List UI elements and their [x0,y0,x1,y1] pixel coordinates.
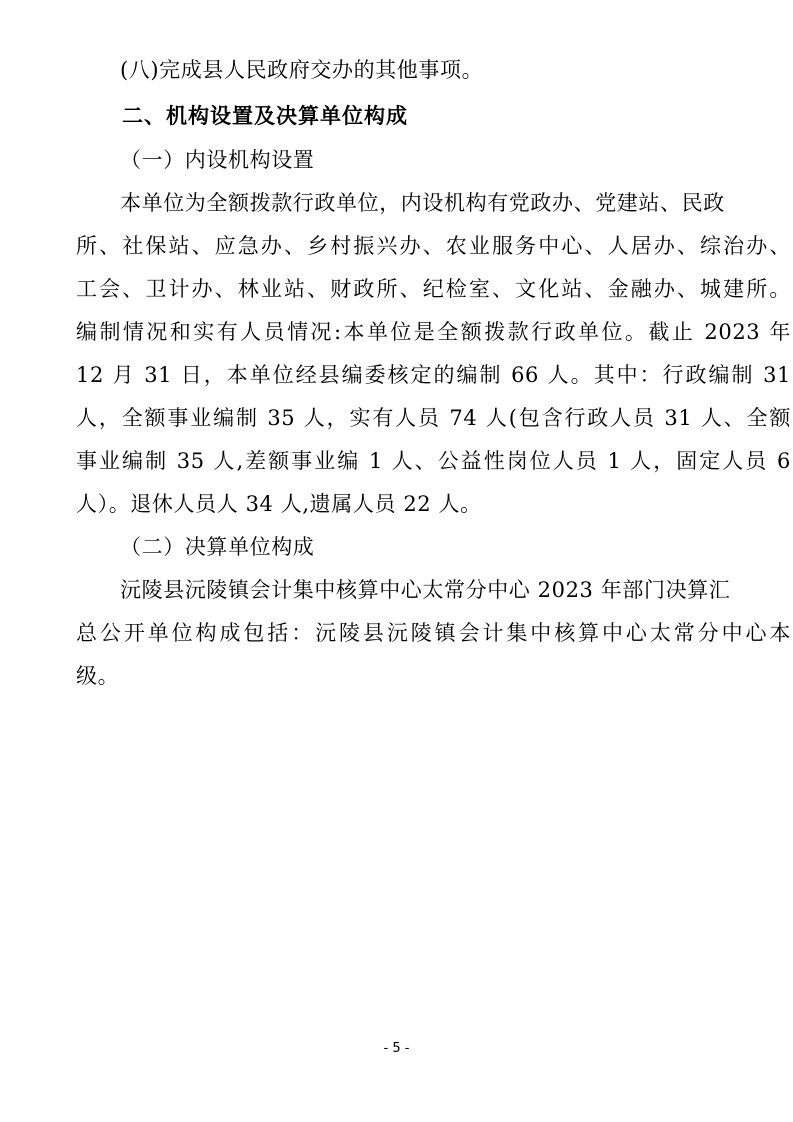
paragraph-line: 事业编制 35 人,差额事业编 1 人、公益性岗位人员 1 人，固定人员 6 [76,449,791,473]
paragraph-line: 工会、卫计办、林业站、财政所、纪检室、文化站、金融办、城建所。 [76,277,791,301]
item-8-text: (八)完成县人民政府交办的其他事项。 [120,58,484,82]
paragraph-line: 人）。退休人员人 34 人,遗属人员 22 人。 [76,492,482,516]
page-number: - 5 - [383,1041,410,1056]
paragraph-line: 本单位为全额拨款行政单位，内设机构有党政办、党建站、民政 [120,191,725,215]
paragraph-line: 编制情况和实有人员情况:本单位是全额拨款行政单位。截止 2023 年 [76,320,791,344]
subsection-1-heading: （一）内设机构设置 [120,148,315,172]
paragraph-line: 12 月 31 日，本单位经县编委核定的编制 66 人。其中：行政编制 31 [76,363,791,387]
subsection-2-heading: （二）决算单位构成 [120,535,315,559]
paragraph-line: 总公开单位构成包括：沅陵县沅陵镇会计集中核算中心太常分中心本 [76,621,791,645]
paragraph-line: 所、社保站、应急办、乡村振兴办、农业服务中心、人居办、综治办、 [76,234,791,258]
section-2-heading: 二、机构设置及决算单位构成 [122,104,408,128]
paragraph-line: 沅陵县沅陵镇会计集中核算中心太常分中心 2023 年部门决算汇 [120,578,731,602]
paragraph-line: 级。 [76,664,120,688]
paragraph-line: 人，全额事业编制 35 人，实有人员 74 人(包含行政人员 31 人、全额 [76,406,791,430]
